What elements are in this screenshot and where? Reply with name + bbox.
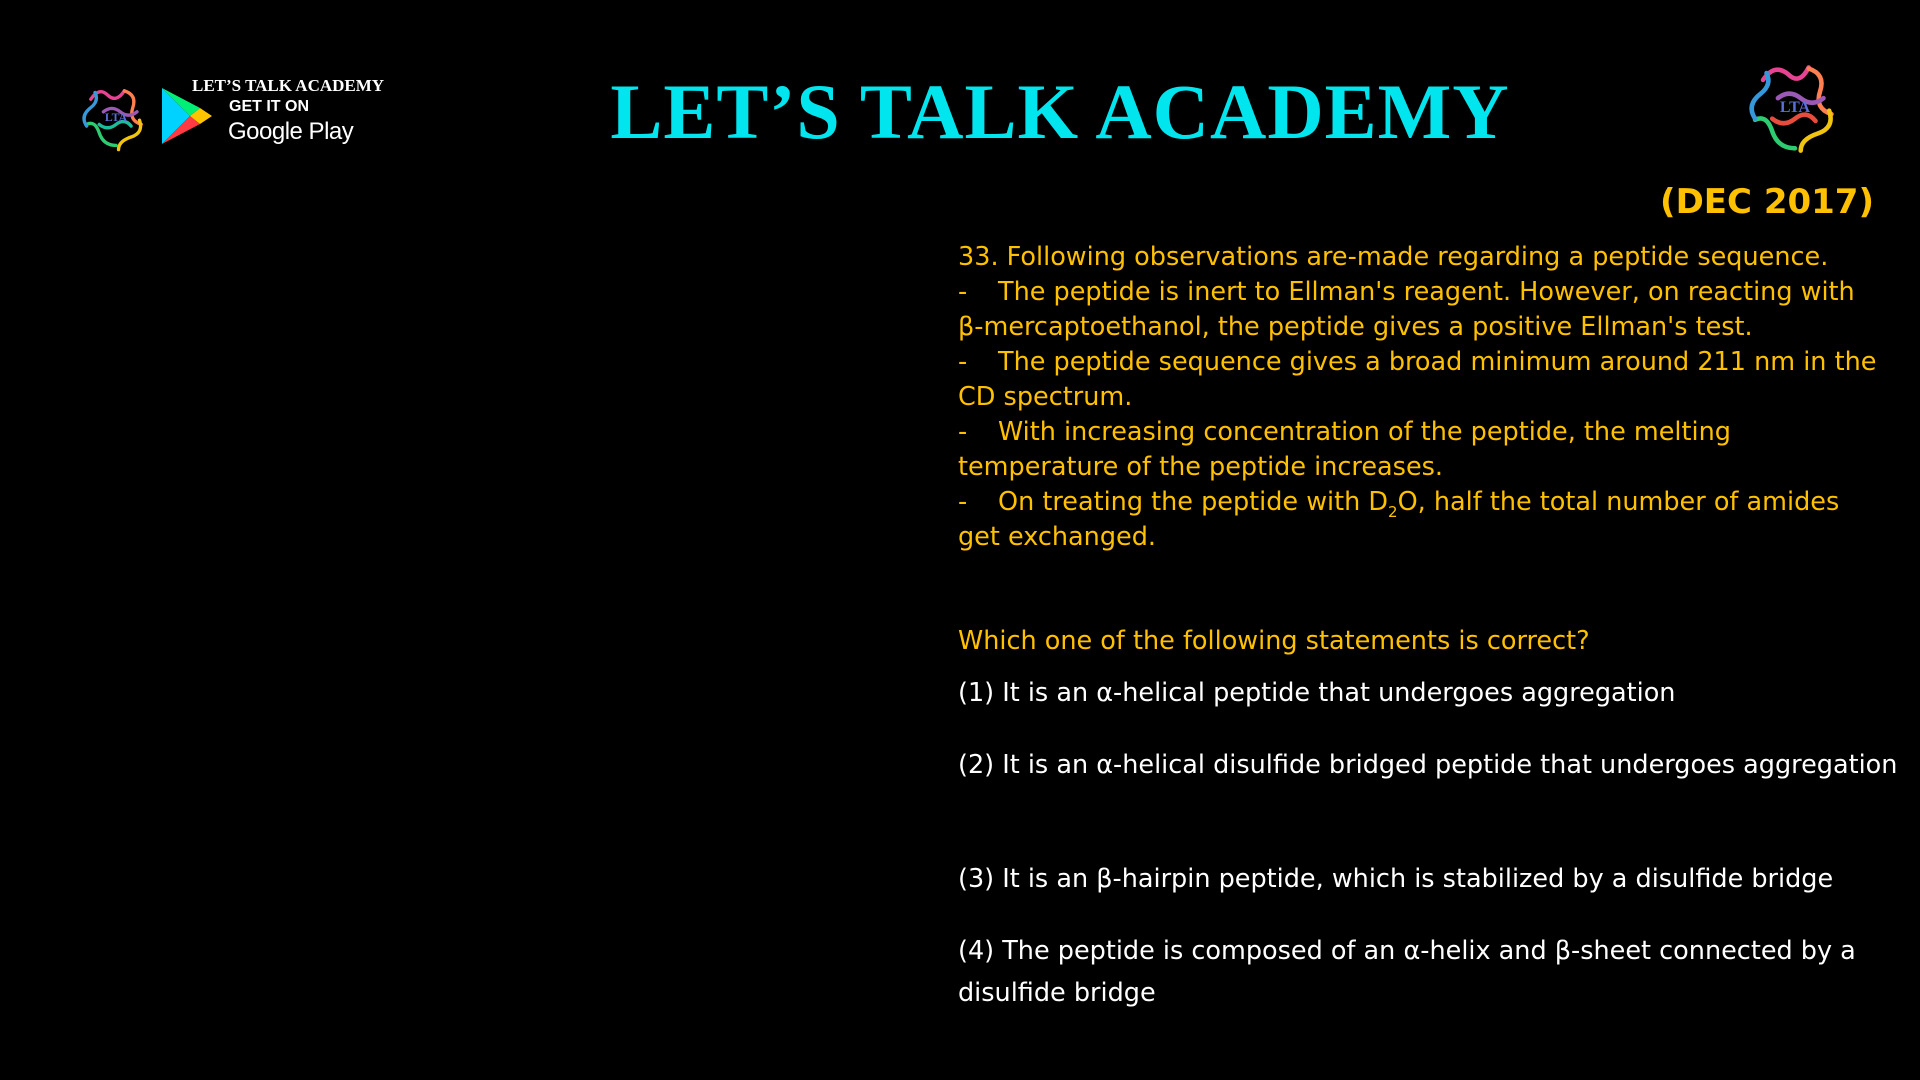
- badge-academy-label: LET’S TALK ACADEMY: [192, 76, 385, 95]
- svg-text:LTA: LTA: [104, 111, 128, 125]
- google-play-icon: [160, 86, 214, 146]
- answer-option-3: (3) It is an β-hairpin peptide, which is stabilized by a disulfide bridge: [958, 864, 1834, 894]
- observation-item: - On treating the peptide with $D_2O$, half the total number of amides get exchanged.: [958, 487, 1840, 552]
- question-block: [958, 240, 1888, 555]
- answer-option-4: (4) The peptide is composed of an α-helix and β-sheet connected by a disulfide bridge: [958, 936, 1856, 1008]
- answer-option-1: (1) It is an α-helical peptide that undergoes aggregation: [958, 678, 1676, 708]
- protein-logo-icon: [74, 74, 158, 158]
- question-intro: 33. Following observations are-made regarding a peptide sequence.: [958, 242, 1829, 272]
- google-play-badge[interactable]: [158, 76, 418, 156]
- page-title: LET’S TALK ACADEMY: [610, 68, 1510, 155]
- protein-logo-icon: [1738, 48, 1852, 162]
- observation-item: - The peptide is inert to Ellman's reagent. However, on reacting with β-mercaptoethanol, the peptide gives a positive Ellman's test.: [958, 277, 1855, 342]
- svg-text:LTA: LTA: [1779, 98, 1811, 116]
- answer-option-2: (2) It is an α-helical disulfide bridged peptide that undergoes aggregation: [958, 750, 1898, 780]
- badge-get-it-on: GET IT ON: [229, 98, 309, 115]
- question-prompt: Which one of the following statements is correct?: [958, 626, 1590, 656]
- observation-item: - The peptide sequence gives a broad minimum around 211 nm in the CD spectrum.: [958, 347, 1877, 412]
- exam-year-tag: (DEC 2017): [1660, 182, 1874, 222]
- observation-item: - With increasing concentration of the peptide, the melting temperature of the peptide increases.: [958, 417, 1731, 482]
- badge-store-name: Google Play: [228, 118, 354, 145]
